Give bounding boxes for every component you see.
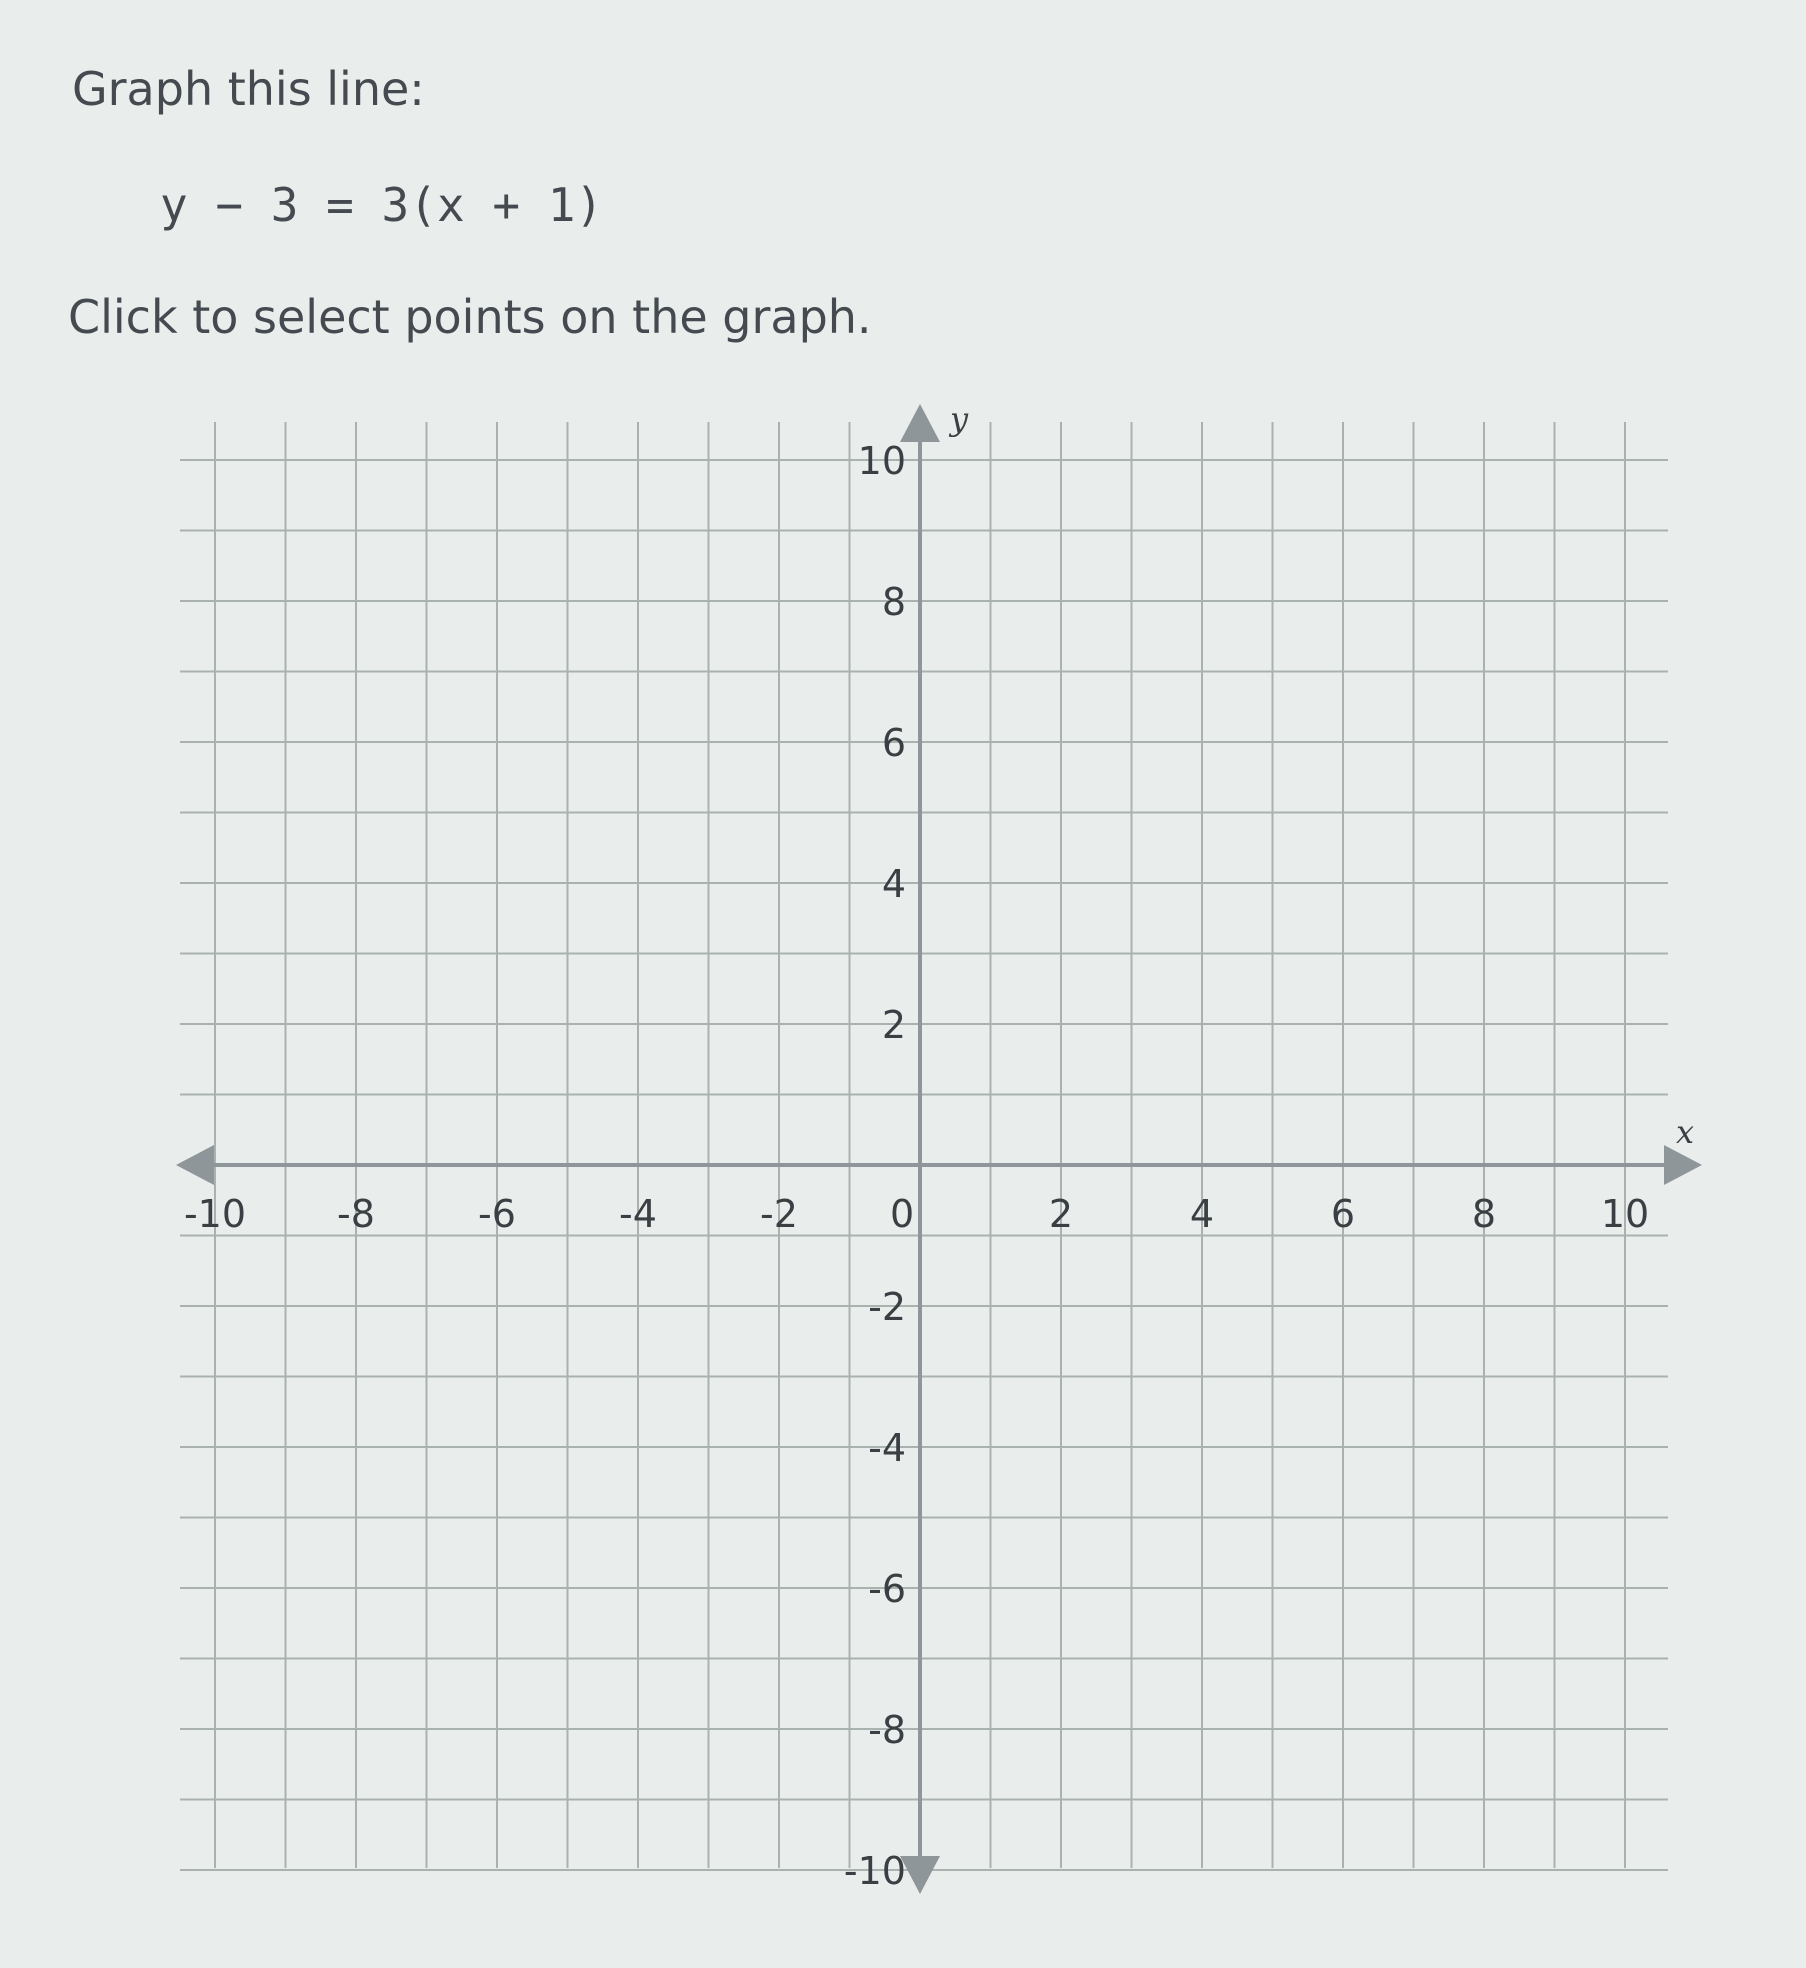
y-tick-label: 6 [881,721,906,765]
y-tick-label: -6 [868,1567,906,1611]
y-axis-name: y [950,400,969,438]
tick-labels [184,400,1694,1893]
x-axis-name: x [1676,1113,1695,1151]
x-axis-arrow-right-icon [1664,1145,1702,1185]
instruction-text: Click to select points on the graph. [68,290,872,344]
y-axis-arrow-up-icon [900,404,940,442]
x-tick-label: -2 [760,1192,798,1236]
x-tick-label: 2 [1048,1192,1074,1236]
y-tick-label: -4 [868,1426,906,1470]
x-tick-label: -6 [478,1192,516,1236]
y-axis-arrow-down-icon [900,1856,940,1894]
x-tick-label: -8 [337,1192,375,1236]
y-tick-label: 10 [857,439,906,483]
y-tick-label: 4 [881,862,906,906]
x-axis-arrow-left-icon [176,1145,214,1185]
y-tick-label: -10 [843,1849,906,1893]
x-tick-label: 0 [890,1192,915,1236]
x-tick-label: 8 [1471,1192,1497,1236]
x-tick-label: 10 [1600,1192,1650,1236]
y-tick-label: 8 [881,580,906,624]
x-tick-label: -4 [619,1192,657,1236]
prompt-heading: Graph this line: [72,62,425,116]
x-tick-label: 6 [1330,1192,1356,1236]
x-tick-label: -10 [183,1192,247,1236]
axes [176,404,1702,1894]
y-tick-label: 2 [881,1003,906,1047]
grid-lines [180,422,1668,1870]
x-tick-label: 4 [1189,1192,1215,1236]
y-tick-label: -2 [868,1285,906,1329]
y-tick-label: -8 [868,1708,906,1752]
equation: y − 3 = 3(x + 1) [160,178,604,232]
